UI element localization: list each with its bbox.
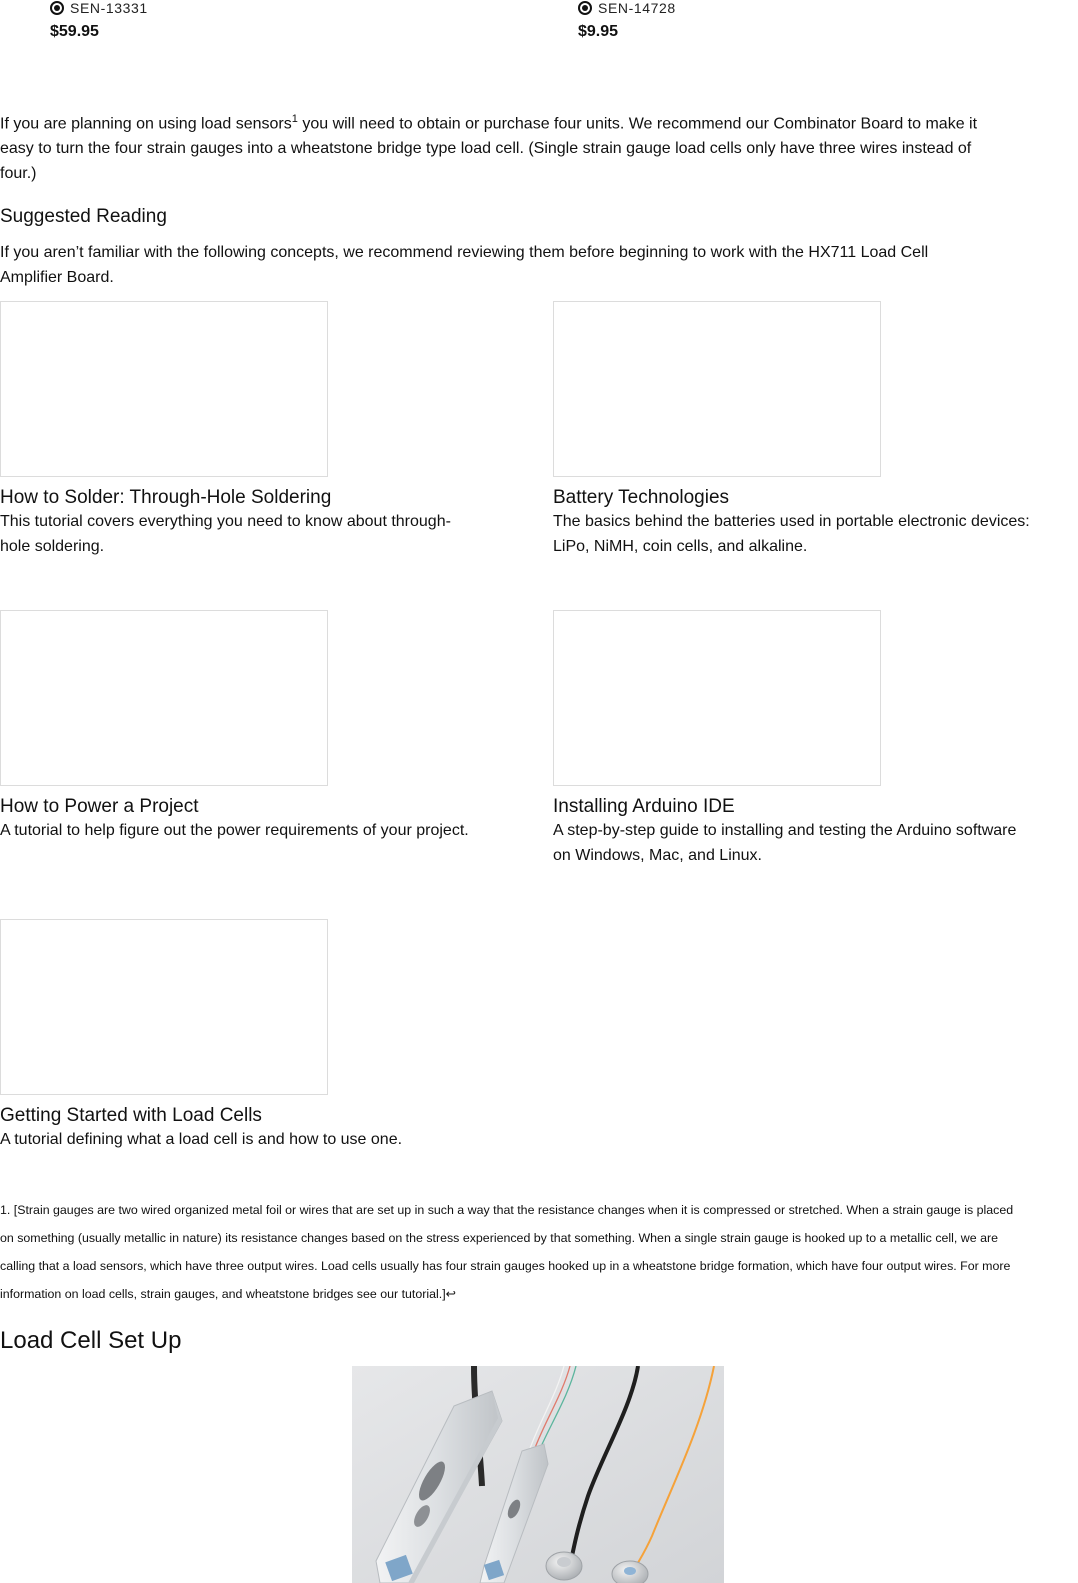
product-sku-2[interactable] <box>578 0 676 16</box>
tutorial-card[interactable] <box>553 610 1078 868</box>
footnote-line: calling that a load sensors, which have three output wires. Load cells usually has four strain gauges hooked up in a wheatstone bridge formation, which have four output wires. For more <box>0 1259 1011 1273</box>
card-title[interactable]: How to Solder: Through-Hole Soldering <box>0 487 332 508</box>
card-title[interactable]: Getting Started with Load Cells <box>0 1105 262 1126</box>
intro-paragraph <box>0 107 1078 186</box>
card-thumbnail[interactable] <box>0 301 328 477</box>
card-title[interactable]: How to Power a Project <box>0 796 199 817</box>
card-desc-line: hole soldering. <box>0 538 105 555</box>
card-desc-line: A step-by-step guide to installing and testing the Arduino software <box>553 822 1017 839</box>
product-price-2: $9.95 <box>578 23 619 40</box>
card-thumbnail[interactable] <box>553 301 881 477</box>
footnote-return-icon[interactable]: ↩ <box>445 1287 457 1301</box>
card-desc-line: A tutorial defining what a load cell is and how to use one. <box>0 1131 403 1148</box>
card-description <box>0 1127 530 1152</box>
card-thumbnail[interactable] <box>0 919 328 1095</box>
card-description <box>0 509 530 559</box>
tutorial-card[interactable] <box>553 301 1078 559</box>
load-cell-setup-heading: Load Cell Set Up <box>0 1327 182 1354</box>
product-price-1: $59.95 <box>50 23 99 40</box>
card-title[interactable]: Battery Technologies <box>553 487 730 508</box>
radio-selected-icon[interactable] <box>578 1 592 15</box>
product-sku-1[interactable] <box>50 0 148 16</box>
footnote-line: 1. [Strain gauges are two wired organized metal foil or wires that are set up in such a way that the resistance changes when it is compressed or stretched. When a strain gauge is placed <box>0 1203 1014 1217</box>
intro-text: you will need to obtain or purchase four units. We recommend our Combinator Board to make it <box>297 115 978 133</box>
card-desc-line: A tutorial to help figure out the power requirements of your project. <box>0 822 469 839</box>
card-thumbnail[interactable] <box>553 610 881 786</box>
suggested-text: Amplifier Board. <box>0 269 114 286</box>
card-title[interactable]: Installing Arduino IDE <box>553 796 735 817</box>
footnote-ref[interactable]: 1 <box>291 113 298 125</box>
suggested-reading-intro <box>0 240 1078 290</box>
card-desc-line: on Windows, Mac, and Linux. <box>553 847 762 864</box>
suggested-reading-heading: Suggested Reading <box>0 206 167 227</box>
tutorial-card[interactable] <box>0 301 530 559</box>
card-description <box>553 818 1078 868</box>
tutorial-card[interactable] <box>0 610 530 843</box>
sku-label: SEN-14728 <box>598 0 676 16</box>
tutorial-card[interactable] <box>0 919 530 1152</box>
card-description <box>0 818 530 843</box>
footnote-line: on something (usually metallic in nature) its resistance changes based on the stress experienced by that something. When a single strain gauge is hooked up to a metallic cell, we are <box>0 1231 998 1245</box>
intro-text: four.) <box>0 165 37 183</box>
radio-selected-icon[interactable] <box>50 1 64 15</box>
footnote-line: information on load cells, strain gauges, and wheatstone bridges see our tutorial.] <box>0 1287 446 1301</box>
intro-text: If you are planning on using load sensors <box>0 115 292 133</box>
card-description <box>553 509 1078 559</box>
load-cell-photo <box>352 1366 724 1583</box>
intro-text: easy to turn the four strain gauges into a wheatstone bridge type load cell. (Single strain gauge load cells only have three wires instead of <box>0 140 972 158</box>
card-desc-line: The basics behind the batteries used in portable electronic devices: <box>553 513 1030 530</box>
sku-label: SEN-13331 <box>70 0 148 16</box>
load-cell-illustration <box>352 1366 724 1583</box>
card-thumbnail[interactable] <box>0 610 328 786</box>
card-desc-line: This tutorial covers everything you need to know about through- <box>0 513 451 530</box>
suggested-text: If you aren’t familiar with the following concepts, we recommend reviewing them before beginning to work with the HX711 Load Cell <box>0 244 929 261</box>
footnote <box>0 1196 1078 1308</box>
card-desc-line: LiPo, NiMH, coin cells, and alkaline. <box>553 538 808 555</box>
